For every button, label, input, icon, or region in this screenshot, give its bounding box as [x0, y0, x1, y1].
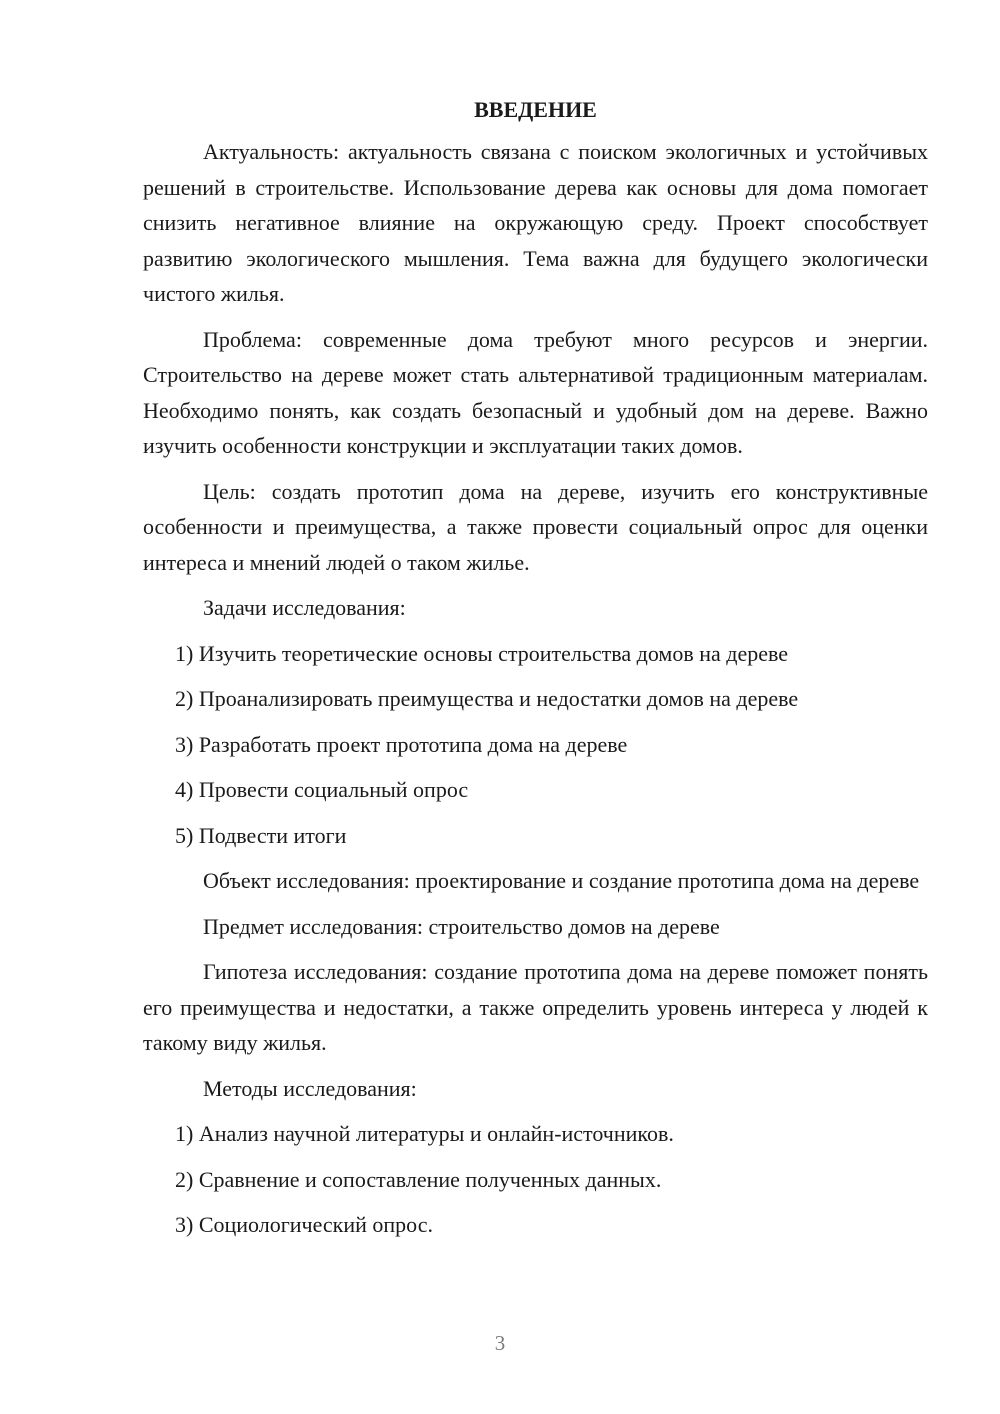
method-item: 3) Социологический опрос.: [175, 1212, 433, 1237]
task-item: 4) Провести социальный опрос: [175, 777, 469, 802]
paragraph-hypothesis: Гипотеза исследования: создание прототипа дома на дереве поможет понять его преимущества и недостатки, а также определить уровень интереса у людей к такому виду жилья.: [143, 959, 928, 1055]
method-item: 1) Анализ научной литературы и онлайн-источников.: [175, 1121, 674, 1146]
paragraph-subject: Предмет исследования: строительство домов на дереве: [203, 913, 720, 939]
paragraph-relevance: Актуальность: актуальность связана с поиском экологичных и устойчивых решений в строительстве. Использование дерева как основы для дома помогает снизить негативное влияние на окружающую среду. Проект способствует развитию экологического мышления. Тема важна для будущего экологически чистого жилья.: [143, 139, 928, 306]
method-item: 2) Сравнение и сопоставление полученных данных.: [175, 1166, 662, 1192]
task-item: 1) Изучить теоретические основы строительства домов на дереве: [175, 640, 789, 666]
task-item: 3) Разработать проект прототипа дома на дереве: [175, 731, 628, 757]
task-item: 5) Подвести итоги: [175, 822, 347, 848]
page-title: ВВЕДЕНИЕ: [474, 97, 597, 122]
page-content: [143, 92, 928, 1253]
tasks-heading: Задачи исследования:: [203, 595, 406, 620]
task-item: 2) Проанализировать преимущества и недостатки домов на дереве: [175, 686, 799, 711]
paragraph-object: Объект исследования: проектирование и создание прототипа дома на дереве: [203, 868, 920, 893]
page-number: 3: [494, 1331, 506, 1355]
paragraph-problem: Проблема: современные дома требуют много ресурсов и энергии. Строительство на дереве может стать альтернативой традиционным материалам. Необходимо понять, как создать безопасный и удобный дом на дереве. Важно изучить особенности конструкции и эксплуатации таких домов.: [143, 326, 928, 458]
methods-heading: Методы исследования:: [203, 1075, 417, 1101]
paragraph-goal: Цель: создать прототип дома на дереве, изучить его конструктивные особенности и преимущества, а также провести социальный опрос для оценки интереса и мнений людей о таком жилье.: [143, 478, 928, 575]
